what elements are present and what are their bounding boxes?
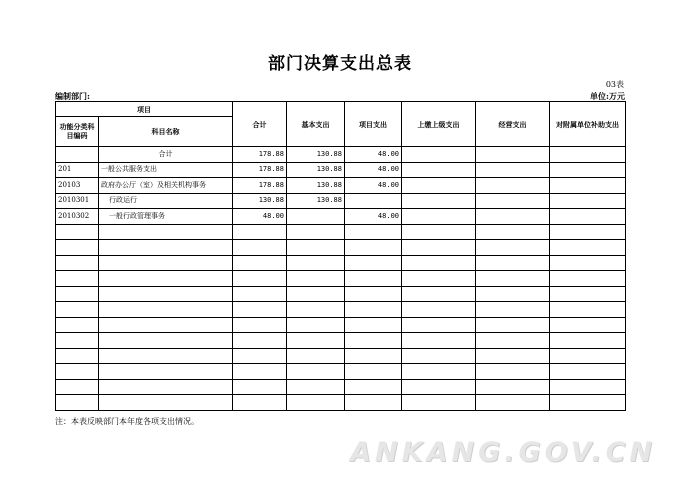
cell-business [476, 302, 550, 318]
table-row [56, 379, 626, 395]
table-row [56, 333, 626, 349]
cell-code [56, 147, 99, 163]
cell-total [233, 255, 287, 271]
cell-code [56, 271, 99, 287]
cell-upper [402, 224, 476, 240]
table-row [56, 271, 626, 287]
cell-subsidy [550, 224, 626, 240]
cell-code [56, 286, 99, 302]
header-business: 经营支出 [476, 102, 550, 147]
cell-project [345, 364, 402, 380]
cell-business [476, 255, 550, 271]
table-row [56, 193, 626, 209]
cell-business [476, 240, 550, 256]
cell-project [345, 224, 402, 240]
table-row [56, 255, 626, 271]
cell-project [345, 348, 402, 364]
cell-project [345, 379, 402, 395]
cell-upper [402, 178, 476, 194]
unit-label: 单位:万元 [590, 91, 625, 101]
cell-subsidy [550, 193, 626, 209]
cell-upper [402, 333, 476, 349]
cell-name: 行政运行 [99, 193, 233, 209]
cell-basic: 130.88 [287, 162, 345, 178]
cell-upper [402, 240, 476, 256]
cell-business [476, 162, 550, 178]
header-row-1 [56, 102, 626, 117]
cell-name: 一般公共服务支出 [99, 162, 233, 178]
cell-code: 20103 [56, 178, 99, 194]
cell-upper [402, 395, 476, 411]
cell-upper [402, 271, 476, 287]
cell-business [476, 224, 550, 240]
cell-code: 201 [56, 162, 99, 178]
cell-project [345, 333, 402, 349]
cell-subsidy [550, 209, 626, 225]
cell-name [99, 333, 233, 349]
cell-upper [402, 193, 476, 209]
cell-upper [402, 364, 476, 380]
table-row [56, 240, 626, 256]
cell-subsidy [550, 333, 626, 349]
cell-business [476, 209, 550, 225]
cell-total [233, 286, 287, 302]
cell-project [345, 302, 402, 318]
header-project-expense: 项目支出 [345, 102, 402, 147]
cell-upper [402, 317, 476, 333]
cell-name: 政府办公厅（室）及相关机构事务 [99, 178, 233, 194]
cell-subsidy [550, 162, 626, 178]
cell-total [233, 364, 287, 380]
cell-subsidy [550, 395, 626, 411]
cell-name [99, 364, 233, 380]
form-number: 03表 [605, 80, 624, 89]
cell-code [56, 255, 99, 271]
cell-subsidy [550, 379, 626, 395]
cell-code [56, 302, 99, 318]
cell-business [476, 271, 550, 287]
cell-upper [402, 302, 476, 318]
header-basic: 基本支出 [287, 102, 345, 147]
cell-project [345, 193, 402, 209]
cell-code [56, 379, 99, 395]
cell-basic: 130.88 [287, 147, 345, 163]
cell-upper [402, 255, 476, 271]
cell-subsidy [550, 348, 626, 364]
cell-upper [402, 147, 476, 163]
cell-code [56, 333, 99, 349]
cell-total [233, 348, 287, 364]
cell-basic [287, 317, 345, 333]
cell-total: 178.88 [233, 162, 287, 178]
header-project: 项目 [56, 102, 233, 117]
cell-project: 48.00 [345, 147, 402, 163]
cell-project [345, 240, 402, 256]
cell-business [476, 395, 550, 411]
cell-name [99, 271, 233, 287]
cell-total: 130.88 [233, 193, 287, 209]
cell-total [233, 395, 287, 411]
cell-name [99, 395, 233, 411]
cell-business [476, 333, 550, 349]
cell-business [476, 193, 550, 209]
cell-basic [287, 271, 345, 287]
cell-basic [287, 224, 345, 240]
cell-subsidy [550, 317, 626, 333]
cell-name [99, 240, 233, 256]
cell-name: 合计 [99, 147, 233, 163]
cell-basic [287, 333, 345, 349]
cell-name [99, 317, 233, 333]
cell-basic [287, 395, 345, 411]
table-row [56, 364, 626, 380]
cell-project [345, 317, 402, 333]
cell-total [233, 302, 287, 318]
table-row [56, 224, 626, 240]
cell-code: 2010302 [56, 209, 99, 225]
cell-subsidy [550, 364, 626, 380]
watermark-logo: ANKANG.GOV.CN [350, 437, 656, 468]
table-row [56, 317, 626, 333]
cell-total: 48.00 [233, 209, 287, 225]
cell-subsidy [550, 178, 626, 194]
cell-upper [402, 348, 476, 364]
table-row [56, 286, 626, 302]
cell-name [99, 302, 233, 318]
header-name: 科目名称 [99, 117, 233, 147]
cell-code: 2010301 [56, 193, 99, 209]
prepare-unit-label: 编制部门: [55, 91, 90, 101]
cell-subsidy [550, 286, 626, 302]
cell-name [99, 379, 233, 395]
cell-code [56, 317, 99, 333]
cell-basic [287, 209, 345, 225]
cell-total [233, 240, 287, 256]
cell-basic [287, 364, 345, 380]
cell-upper [402, 162, 476, 178]
cell-business [476, 348, 550, 364]
cell-name [99, 255, 233, 271]
cell-project: 48.00 [345, 209, 402, 225]
cell-code [56, 395, 99, 411]
cell-upper [402, 379, 476, 395]
cell-name: 一般行政管理事务 [99, 209, 233, 225]
cell-business [476, 147, 550, 163]
cell-basic: 130.88 [287, 178, 345, 194]
header-subsidy: 对附属单位补助支出 [550, 102, 626, 147]
cell-project: 48.00 [345, 162, 402, 178]
cell-total [233, 224, 287, 240]
cell-total: 178.88 [233, 178, 287, 194]
cell-basic [287, 240, 345, 256]
cell-name [99, 348, 233, 364]
cell-basic [287, 286, 345, 302]
cell-subsidy [550, 147, 626, 163]
header-code: 功能分类科目编码 [56, 117, 99, 147]
cell-project [345, 255, 402, 271]
table-row [56, 209, 626, 225]
cell-basic [287, 379, 345, 395]
footer-note: 注：本表反映部门本年度各项支出情况。 [55, 417, 199, 426]
cell-business [476, 379, 550, 395]
cell-code [56, 224, 99, 240]
unit-row [55, 91, 625, 101]
cell-subsidy [550, 302, 626, 318]
cell-basic [287, 255, 345, 271]
cell-total [233, 333, 287, 349]
cell-business [476, 286, 550, 302]
cell-business [476, 317, 550, 333]
cell-project [345, 395, 402, 411]
cell-name [99, 224, 233, 240]
cell-total: 178.88 [233, 147, 287, 163]
cell-total [233, 379, 287, 395]
header-total: 合计 [233, 102, 287, 147]
cell-basic: 130.88 [287, 193, 345, 209]
cell-name [99, 286, 233, 302]
table-row [56, 395, 626, 411]
cell-total [233, 271, 287, 287]
cell-upper [402, 209, 476, 225]
cell-upper [402, 286, 476, 302]
cell-code [56, 364, 99, 380]
cell-basic [287, 302, 345, 318]
cell-subsidy [550, 240, 626, 256]
page-title: 部门决算支出总表 [268, 54, 412, 74]
cell-project [345, 286, 402, 302]
cell-code [56, 348, 99, 364]
table-row [56, 348, 626, 364]
cell-subsidy [550, 255, 626, 271]
table-row [56, 162, 626, 178]
header-upper: 上缴上级支出 [402, 102, 476, 147]
cell-code [56, 240, 99, 256]
cell-project [345, 271, 402, 287]
table-row [56, 147, 626, 163]
cell-project: 48.00 [345, 178, 402, 194]
expenditure-table [55, 101, 626, 411]
cell-subsidy [550, 271, 626, 287]
cell-total [233, 317, 287, 333]
cell-business [476, 178, 550, 194]
table-row [56, 178, 626, 194]
cell-basic [287, 348, 345, 364]
table-row [56, 302, 626, 318]
cell-business [476, 364, 550, 380]
